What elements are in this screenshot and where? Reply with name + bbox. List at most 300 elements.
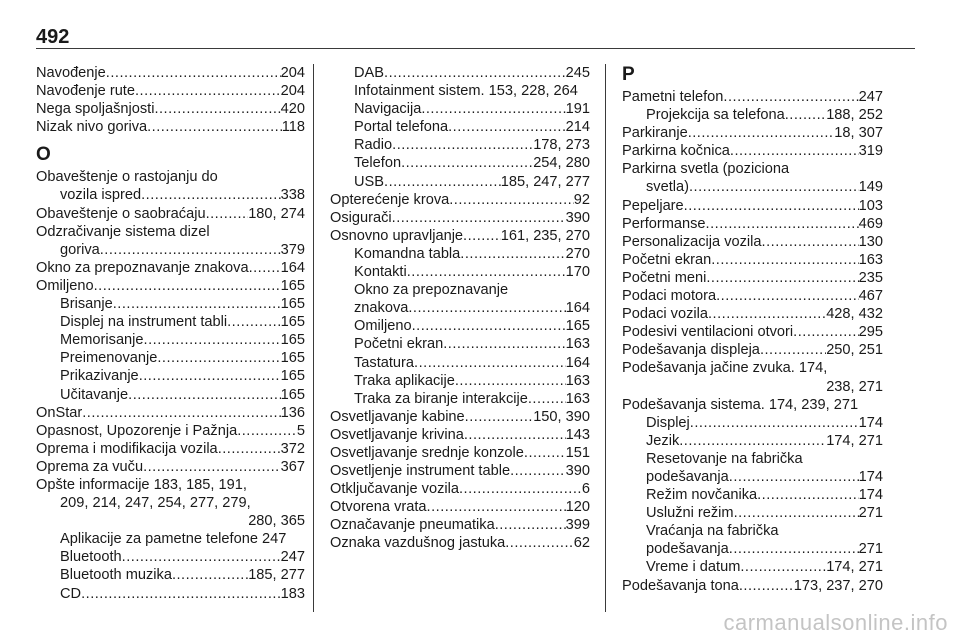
dot-leader [106, 64, 281, 82]
entry-term: CD [60, 585, 82, 602]
index-entry [36, 205, 305, 223]
index-entry-text: Obaveštenje o rastojanju do [36, 169, 218, 186]
page-reference: 174, 271 [826, 559, 883, 576]
page-reference: 338 [280, 187, 305, 204]
index-subentry [330, 118, 590, 136]
index-entry [622, 197, 883, 215]
index-subentry [622, 486, 883, 504]
entry-term: Početni ekran [354, 336, 444, 353]
dot-leader [443, 335, 565, 353]
page-reference: 164 [280, 259, 305, 276]
page-reference: 150, 390 [533, 408, 590, 425]
entry-term: Učitavanje [60, 386, 129, 403]
entry-term: Oprema za vuču [36, 458, 144, 475]
dot-leader [412, 317, 566, 335]
index-entry [330, 191, 590, 209]
page-reference: 165 [280, 386, 305, 403]
index-entry [622, 305, 883, 323]
page-reference: 245 [565, 65, 590, 81]
dot-leader [459, 480, 582, 498]
column-divider [313, 64, 314, 612]
index-entry [330, 209, 590, 227]
index-entry [622, 215, 883, 233]
page-reference: 164 [565, 354, 590, 371]
entry-term: Kontakti [354, 264, 407, 281]
entry-term: Podešavanja displeja [622, 342, 760, 359]
index-subentry [36, 349, 305, 367]
index-entry [622, 269, 883, 287]
page-reference: 174 [858, 468, 883, 485]
index-entry [622, 142, 883, 160]
page-reference: 174 [858, 414, 883, 431]
page-reference: 428, 432 [826, 306, 883, 323]
dot-leader [723, 88, 858, 106]
page-reference: 372 [280, 440, 305, 457]
index-subentry [330, 173, 590, 191]
entry-term: Omiljeno [354, 318, 412, 335]
dot-leader [505, 534, 574, 552]
entry-term: Početni ekran [622, 251, 712, 268]
entry-term: Opasnost, Upozorenje i Pažnja [36, 422, 238, 439]
page-reference: 170 [565, 264, 590, 281]
entry-term: Traka za biranje interakcije [354, 390, 528, 407]
dot-leader [449, 191, 574, 209]
index-subentry-text: Aplikacije za pametne telefone 247 [60, 531, 287, 548]
entry-term: svetla) [646, 179, 689, 196]
entry-term: Parkirna kočnica [622, 143, 730, 160]
page-reference: 165 [565, 318, 590, 335]
index-subentry [330, 64, 590, 82]
dot-leader [147, 118, 282, 136]
page-reference: 62 [573, 535, 590, 552]
dot-leader [135, 82, 281, 100]
entry-term: Bluetooth muzika [60, 567, 172, 584]
entry-term: Osvetljavanje krivina [330, 426, 464, 443]
page-reference: 151 [565, 444, 590, 461]
dot-leader [495, 516, 566, 534]
index-entry [330, 426, 590, 444]
dot-leader [740, 558, 826, 576]
index-subentry [330, 154, 590, 172]
dot-leader [524, 444, 566, 462]
dot-leader [392, 136, 533, 154]
index-entry [622, 341, 883, 359]
index-entry-text: Podešavanja sistema. 174, 239, 271 [622, 396, 859, 413]
entry-term: Osvetljavanje kabine [330, 408, 465, 425]
dot-leader [716, 287, 859, 305]
page-reference: 165 [280, 368, 305, 385]
page-reference: 165 [280, 277, 305, 294]
entry-term: Otvorena vrata [330, 499, 427, 516]
page-reference: 136 [280, 404, 305, 421]
index-entry-text: Parkirna svetla (poziciona [622, 161, 790, 178]
entry-term: Displej na instrument tabli [60, 314, 228, 331]
index-entry [36, 404, 305, 422]
page-reference: 420 [280, 101, 305, 118]
page-reference: 6 [581, 481, 590, 498]
entry-term: znakova [354, 300, 409, 317]
dot-leader [401, 154, 533, 172]
entry-term: Pametni telefon [622, 89, 724, 105]
page-reference: 188, 252 [826, 107, 883, 124]
entry-term: Telefon [354, 155, 402, 172]
index-entry [36, 277, 305, 295]
index-subentry [36, 295, 305, 313]
entry-term: Nega spoljašnjosti [36, 101, 155, 118]
page-reference: 180, 274 [248, 205, 305, 222]
page-reference: 163 [565, 336, 590, 353]
index-entry-text: Odzračivanje sistema dizel [36, 223, 210, 240]
page-reference: 319 [858, 143, 883, 160]
entry-term: Osvetljenje instrument table [330, 463, 511, 480]
dot-leader [408, 299, 565, 317]
index-subentry [622, 414, 883, 432]
page-reference: 161, 235, 270 [500, 227, 590, 244]
dot-leader [128, 386, 281, 404]
index-subentry [622, 540, 883, 558]
page-reference: 295 [858, 324, 883, 341]
dot-leader [762, 233, 859, 251]
index-entry [330, 534, 590, 552]
index-letter-heading: O [36, 144, 51, 166]
dot-leader [448, 118, 566, 136]
dot-leader [249, 259, 281, 277]
dot-leader [706, 215, 859, 233]
page-reference: 18, 307 [834, 125, 883, 142]
index-entry [36, 118, 305, 136]
dot-leader [690, 414, 859, 432]
entry-term: Označavanje pneumatika [330, 517, 495, 534]
dot-leader [465, 408, 534, 426]
dot-leader [510, 462, 566, 480]
index-column-1 [36, 64, 305, 603]
dot-leader [760, 341, 826, 359]
page-reference: 5 [296, 422, 305, 439]
entry-term: Memorisanje [60, 332, 144, 349]
page-reference: 390 [565, 463, 590, 480]
watermark: carmanualsonline.info [723, 610, 948, 635]
page-reference: 165 [280, 350, 305, 367]
dot-leader [113, 295, 281, 313]
page-reference: 174, 271 [826, 432, 883, 449]
page-reference: 250, 251 [826, 342, 883, 359]
index-subentry [36, 566, 305, 584]
page-reference: 173, 237, 270 [793, 577, 883, 594]
index-subentry [330, 335, 590, 353]
header-rule [36, 48, 915, 49]
column-divider [605, 64, 606, 612]
index-page-continuation: 238, 271 [826, 378, 883, 395]
dot-leader [94, 277, 281, 295]
entry-term: Jezik [646, 432, 680, 449]
page-reference: 191 [565, 101, 590, 118]
index-subentry [330, 263, 590, 281]
entry-term: podešavanja [646, 468, 729, 485]
dot-leader [82, 404, 280, 422]
index-subentry [622, 106, 883, 124]
dot-leader [463, 227, 501, 245]
page-reference: 235 [858, 269, 883, 286]
index-entry [622, 88, 883, 106]
index-subentry [622, 558, 883, 576]
index-subentry-text: Vraćanja na fabrička [646, 523, 779, 540]
index-entry [330, 462, 590, 480]
index-entry [330, 480, 590, 498]
index-entry [622, 233, 883, 251]
index-entry [622, 323, 883, 341]
index-entry-text: Opšte informacije 183, 185, 191, [36, 476, 247, 493]
dot-leader [730, 142, 859, 160]
entry-term: Parkiranje [622, 125, 688, 142]
index-subentry-text: 209, 214, 247, 254, 277, 279, [60, 495, 251, 512]
page-reference: 469 [858, 215, 883, 232]
dot-leader [384, 173, 501, 191]
page-reference: 92 [573, 191, 590, 208]
index-entry [36, 458, 305, 476]
page-reference: 165 [280, 332, 305, 349]
entry-term: Oznaka vazdušnog jastuka [330, 535, 506, 552]
dot-leader [455, 372, 566, 390]
page-reference: 130 [858, 233, 883, 250]
page-reference: 143 [565, 426, 590, 443]
entry-term: Oprema i modifikacija vozila [36, 440, 218, 457]
page-reference: 204 [280, 83, 305, 100]
dot-leader [81, 585, 281, 603]
entry-term: Preimenovanje [60, 350, 158, 367]
index-subentry [330, 245, 590, 263]
index-subentry-text: Resetovanje na fabrička [646, 450, 803, 467]
entry-term: Osnovno upravljanje [330, 227, 464, 244]
entry-term: podešavanja [646, 541, 729, 558]
dot-leader [144, 331, 281, 349]
index-subentry [36, 313, 305, 331]
entry-term: USB [354, 173, 385, 190]
page-reference: 185, 247, 277 [500, 173, 590, 190]
page-reference: 174 [858, 487, 883, 504]
entry-term: Podešavanja tona [622, 577, 739, 594]
dot-leader [227, 313, 281, 331]
index-entry [36, 100, 305, 118]
index-entry [622, 124, 883, 142]
index-entry [36, 82, 305, 100]
entry-term: Prikazivanje [60, 368, 139, 385]
dot-leader [711, 251, 858, 269]
dot-leader [729, 468, 859, 486]
index-subentry [330, 390, 590, 408]
dot-leader [684, 197, 859, 215]
entry-term: Okno za prepoznavanje znakova [36, 259, 249, 276]
index-subentry [330, 372, 590, 390]
index-subentry [36, 186, 305, 204]
entry-term: goriva [60, 241, 100, 258]
dot-leader [734, 504, 859, 522]
entry-term: Personalizacija vozila [622, 233, 762, 250]
index-entry [36, 259, 305, 277]
index-subentry [330, 354, 590, 372]
index-entry [330, 444, 590, 462]
dot-leader [392, 209, 566, 227]
index-subentry [36, 241, 305, 259]
page-reference: 185, 277 [248, 567, 305, 584]
page-reference: 165 [280, 296, 305, 313]
entry-term: Navođenje [36, 65, 106, 81]
page-reference: 390 [565, 209, 590, 226]
index-entry [36, 64, 305, 82]
entry-term: Uslužni režim [646, 505, 734, 522]
index-entry [622, 251, 883, 269]
entry-term: Podesivi ventilacioni otvori [622, 324, 794, 341]
dot-leader [757, 486, 859, 504]
index-entry [36, 440, 305, 458]
index-subentry [622, 432, 883, 450]
page-reference: 467 [858, 288, 883, 305]
page-reference: 178, 273 [533, 137, 590, 154]
entry-term: Otključavanje vozila [330, 481, 459, 498]
entry-term: Navigacija [354, 101, 422, 118]
page-reference: 149 [858, 179, 883, 196]
page-reference: 163 [858, 251, 883, 268]
dot-leader [414, 354, 566, 372]
dot-leader [141, 186, 281, 204]
dot-leader [708, 305, 826, 323]
dot-leader [729, 540, 859, 558]
page-reference: 271 [858, 505, 883, 522]
entry-term: Omiljeno [36, 277, 94, 294]
page-reference: 165 [280, 314, 305, 331]
dot-leader [218, 440, 281, 458]
page-reference: 271 [858, 541, 883, 558]
index-entry [330, 516, 590, 534]
index-entry [622, 287, 883, 305]
entry-term: Nizak nivo goriva [36, 119, 148, 136]
dot-leader [154, 100, 280, 118]
dot-leader [427, 498, 566, 516]
dot-leader [679, 432, 826, 450]
entry-term: Vreme i datum [646, 559, 741, 576]
entry-term: Bluetooth [60, 549, 122, 566]
dot-leader [706, 269, 858, 287]
entry-term: Režim novčanika [646, 487, 758, 504]
index-subentry [36, 386, 305, 404]
page-reference: 367 [280, 458, 305, 475]
index-subentry-text: Okno za prepoznavanje [354, 282, 509, 299]
index-subentry [36, 585, 305, 603]
dot-leader [139, 367, 281, 385]
entry-term: OnStar [36, 404, 83, 421]
entry-term: Osvetljavanje srednje konzole [330, 444, 524, 461]
index-subentry [330, 317, 590, 335]
dot-leader [421, 100, 565, 118]
page-reference: 247 [280, 549, 305, 566]
index-subentry [330, 299, 590, 317]
index-subentry [36, 548, 305, 566]
dot-leader [122, 548, 281, 566]
index-entry [330, 227, 590, 245]
dot-leader [785, 106, 826, 124]
entry-term: DAB [354, 65, 385, 81]
entry-term: Radio [354, 137, 393, 154]
dot-leader [793, 323, 858, 341]
index-subentry [622, 468, 883, 486]
page-reference: 379 [280, 241, 305, 258]
dot-leader [460, 245, 565, 263]
dot-leader [689, 178, 859, 196]
entry-term: Performanse [622, 215, 706, 232]
entry-term: Obaveštenje o saobraćaju [36, 205, 206, 222]
entry-term: Pepeljare [622, 197, 684, 214]
index-subentry [36, 367, 305, 385]
entry-term: Podaci motora [622, 288, 717, 305]
page-reference: 164 [565, 300, 590, 317]
dot-leader [528, 390, 566, 408]
page-reference: 204 [280, 65, 305, 81]
entry-term: Osigurači [330, 209, 392, 226]
dot-leader [100, 241, 281, 259]
entry-term: Opterećenje krova [330, 191, 450, 208]
page-reference: 163 [565, 372, 590, 389]
dot-leader [464, 426, 566, 444]
entry-term: Tastatura [354, 354, 415, 371]
page-reference: 214 [565, 119, 590, 136]
page-reference: 247 [858, 89, 883, 105]
dot-leader [739, 577, 794, 595]
entry-term: Komandna tabla [354, 245, 461, 262]
index-subentry [330, 136, 590, 154]
index-subentry [36, 331, 305, 349]
entry-term: Brisanje [60, 296, 113, 313]
dot-leader [237, 422, 297, 440]
index-entry [330, 408, 590, 426]
page-reference: 254, 280 [533, 155, 590, 172]
index-letter-heading: P [622, 64, 635, 85]
entry-term: Projekcija sa telefona [646, 107, 785, 124]
entry-term: vozila ispred [60, 187, 142, 204]
page-reference: 163 [565, 390, 590, 407]
index-subentry [330, 100, 590, 118]
entry-term: Portal telefona [354, 119, 449, 136]
dot-leader [143, 458, 281, 476]
page-number: 492 [36, 26, 70, 48]
entry-term: Navođenje rute [36, 83, 135, 100]
dot-leader [384, 64, 566, 82]
entry-term: Traka aplikacije [354, 372, 455, 389]
page-reference: 270 [565, 245, 590, 262]
index-subentry [622, 504, 883, 522]
entry-term: Početni meni [622, 269, 707, 286]
dot-leader [157, 349, 280, 367]
index-entry [622, 577, 883, 595]
entry-term: Podaci vozila [622, 306, 708, 323]
index-column-3 [622, 64, 883, 595]
page-reference: 399 [565, 517, 590, 534]
index-subentry [622, 178, 883, 196]
dot-leader [688, 124, 835, 142]
index-subentry-text: Infotainment sistem. 153, 228, 264 [354, 83, 578, 100]
page-reference: 183 [280, 585, 305, 602]
page-reference: 120 [565, 499, 590, 516]
dot-leader [407, 263, 566, 281]
index-entry-text: Podešavanja jačine zvuka. 174, [622, 360, 828, 377]
dot-leader [172, 566, 248, 584]
page-reference: 103 [858, 197, 883, 214]
index-page-continuation: 280, 365 [248, 513, 305, 530]
index-entry [36, 422, 305, 440]
entry-term: Displej [646, 414, 690, 431]
index-column-2 [330, 64, 590, 553]
dot-leader [206, 205, 249, 223]
page-reference: 118 [281, 119, 305, 136]
index-entry [330, 498, 590, 516]
